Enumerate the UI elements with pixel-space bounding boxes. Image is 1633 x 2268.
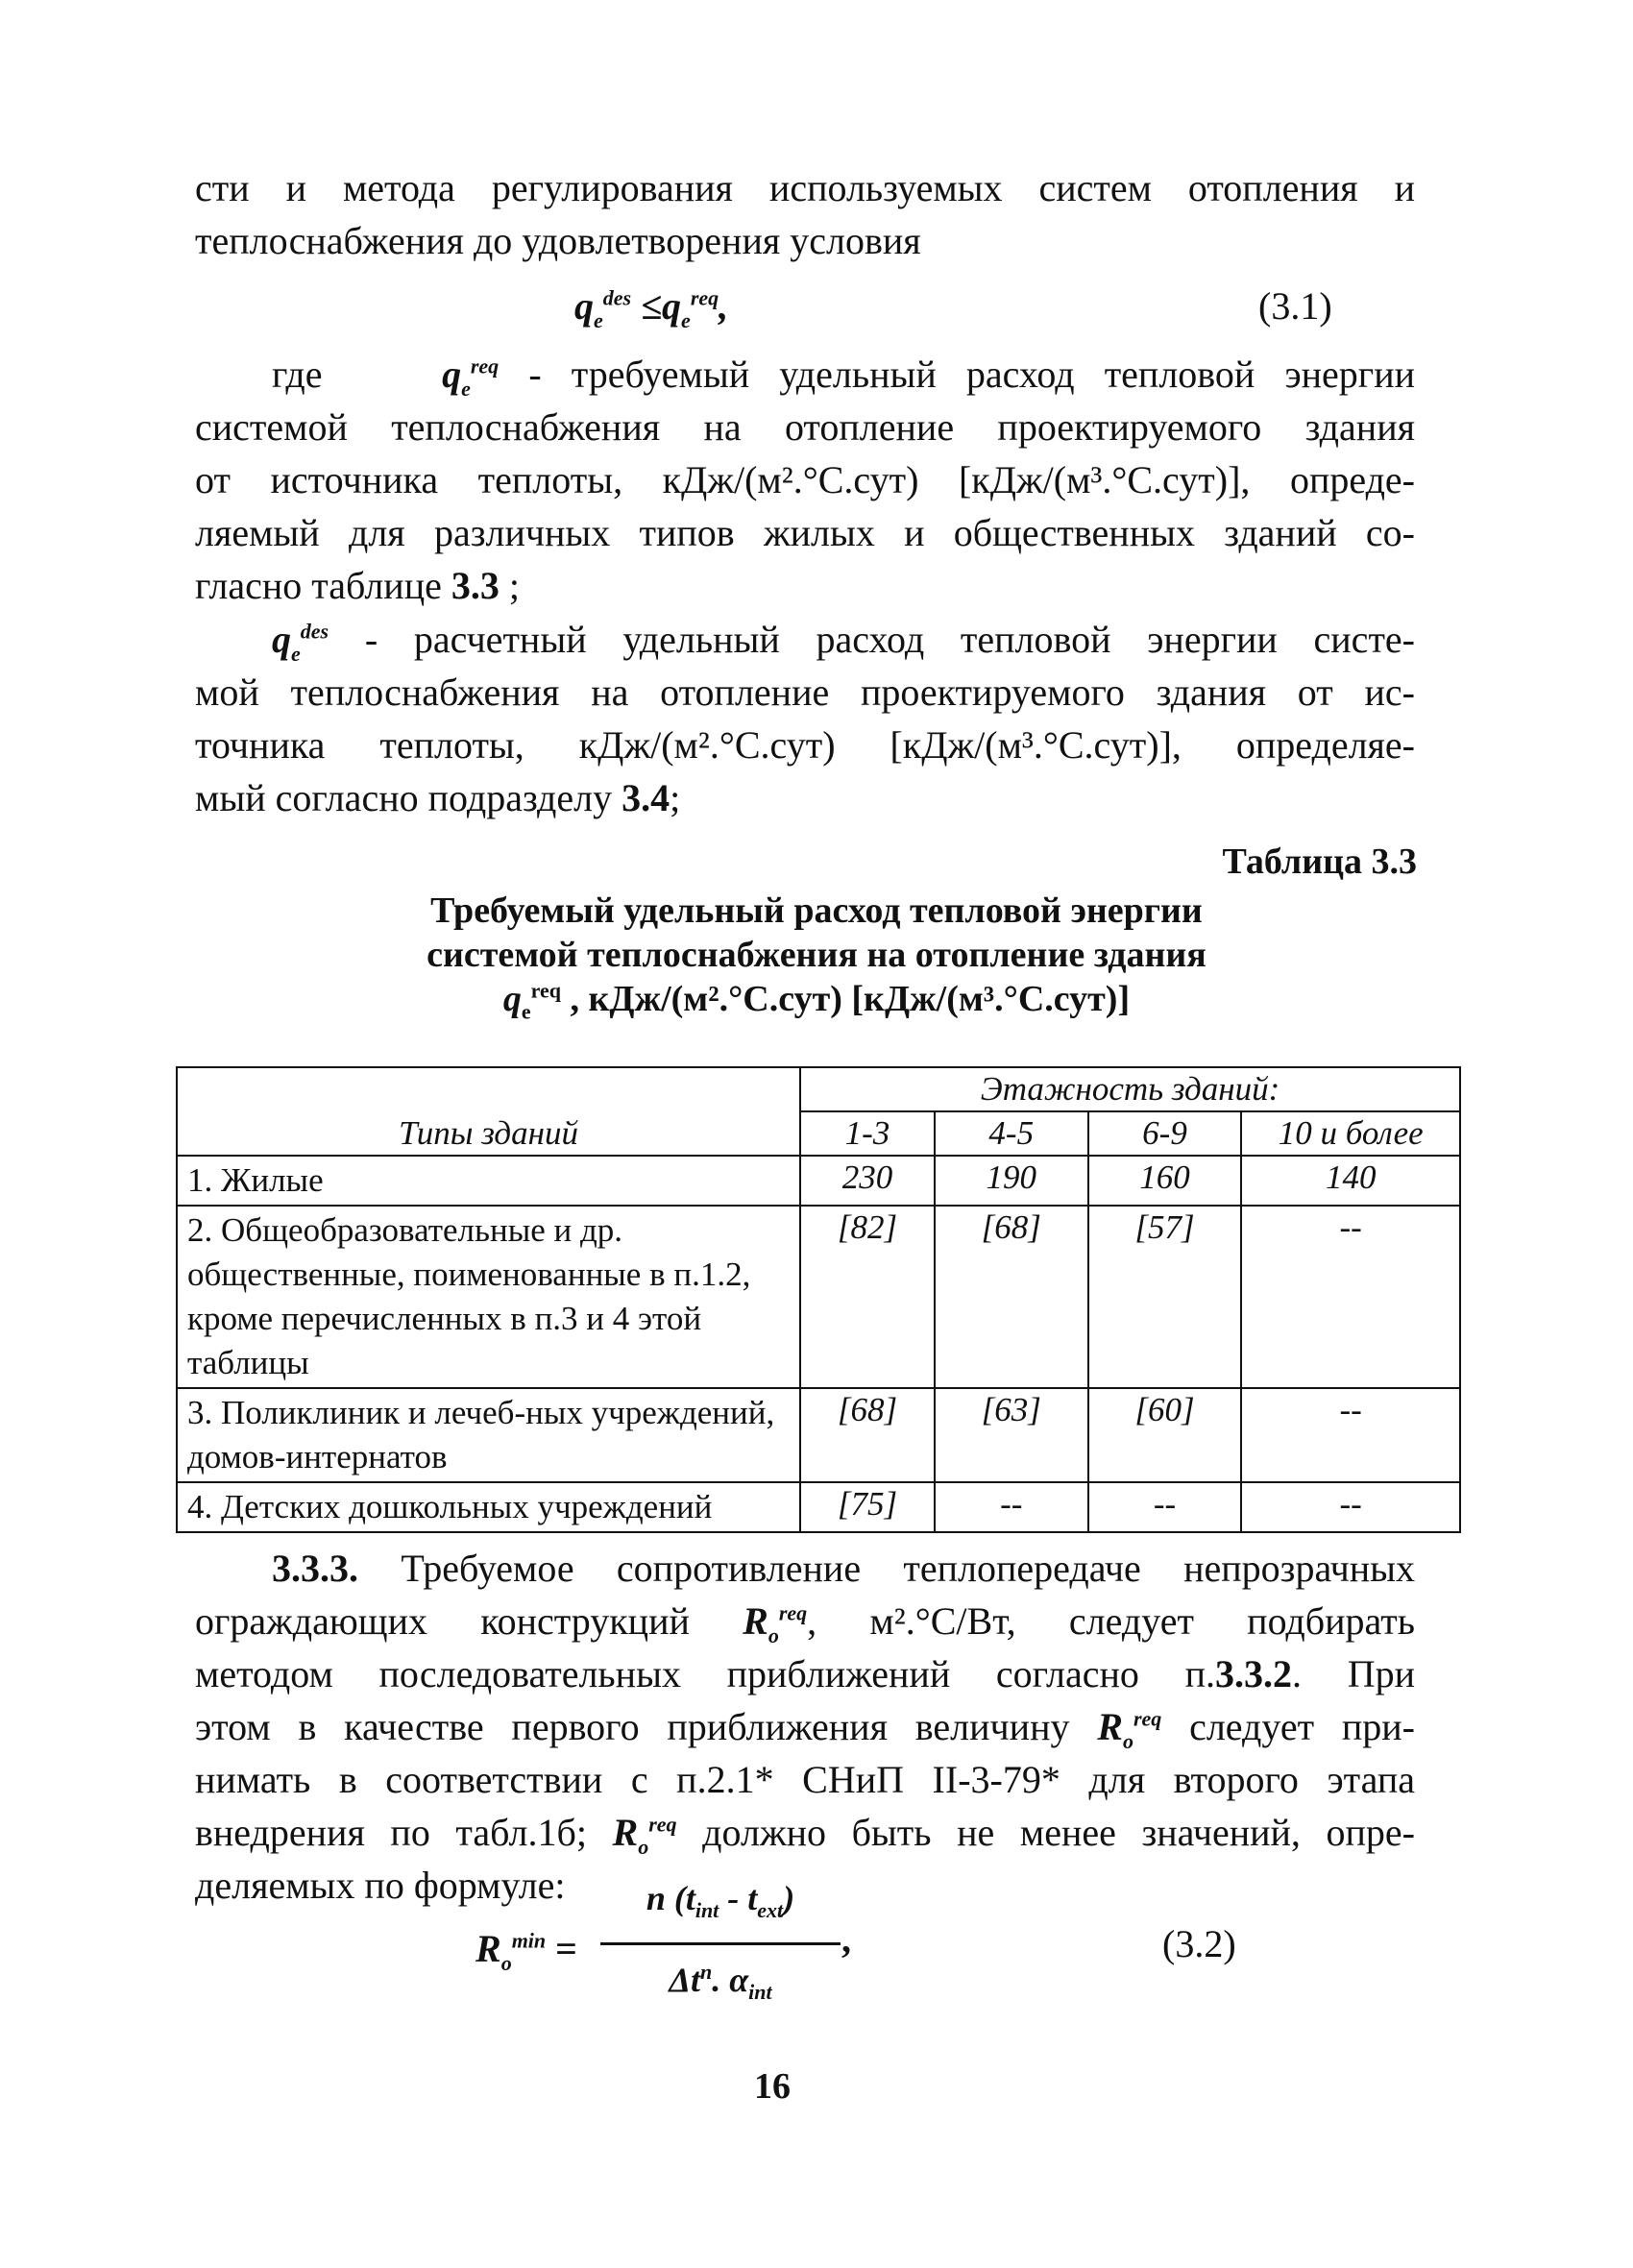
table-row <box>177 1482 1460 1532</box>
r-symbol-sub: o <box>768 1623 779 1647</box>
row-value: [82] <box>800 1206 935 1388</box>
row-value: [68] <box>935 1206 1088 1388</box>
row-value: 140 <box>1241 1156 1460 1206</box>
equation-3-2-denominator <box>600 1960 841 2005</box>
table-header-row-1 <box>177 1067 1460 1111</box>
r-symbol: R <box>612 1811 639 1854</box>
des-symbol-sup: des <box>300 619 329 644</box>
section-line-4-post: следует при- <box>1161 1705 1415 1748</box>
eq1-rhs: q <box>662 284 682 328</box>
subsection-reference: 3.4 <box>622 776 670 819</box>
table-caption-line-2: системой теплоснабжения на отопление здания <box>427 935 1206 975</box>
row-value: -- <box>1241 1388 1460 1482</box>
section-3-3-3-paragraph <box>195 1542 1415 1912</box>
table-label: Таблица 3.3 <box>1222 841 1417 882</box>
req-definition-line-4: ляемый для различных типов жилых и общественных зданий со- <box>195 511 1415 554</box>
table-row <box>177 1206 1460 1388</box>
col-header-floors: Этажность зданий: <box>800 1067 1460 1111</box>
section-line-4-pre: этом в качестве первого приближения величину <box>195 1705 1098 1748</box>
eq1-lhs-sup: des <box>602 285 632 310</box>
section-line-2-pre: ограждающих конструкций <box>195 1599 743 1643</box>
r-symbol: R <box>743 1599 768 1643</box>
des-definition-line-3: точника теплоты, кДж/(м².°С.сут) [кДж/(м³.°С.сут)], определяе- <box>195 723 1415 767</box>
req-last-post: ; <box>499 564 520 607</box>
table-row <box>177 1156 1460 1206</box>
eq1-tail: , <box>719 284 729 328</box>
req-definition-text: - требуемый удельный расход тепловой энергии <box>499 353 1416 396</box>
req-definition-line-1 <box>195 348 1415 401</box>
eq2-num-sub-1: int <box>695 1898 719 1923</box>
section-line-4 <box>195 1700 1415 1753</box>
equation-number-3-2: (3.2) <box>1162 1922 1236 1965</box>
des-definition-paragraph <box>195 613 1415 824</box>
eq2-den-a: Δt <box>669 1961 700 1999</box>
des-symbol-sub: e <box>291 642 301 666</box>
section-line-6-post: должно быть не менее значений, опре- <box>676 1811 1415 1854</box>
table-caption-line-1: Требуемый удельный расход тепловой энергии <box>430 890 1203 931</box>
equation-number-3-1: (3.1) <box>1258 284 1332 328</box>
eq1-operator: ≤ <box>641 284 663 328</box>
section-line-2-post: , м².°С/Вт, следует подбирать <box>807 1599 1415 1643</box>
intro-line-1: сти и метода регулирования используемых систем отопления и <box>195 166 1415 209</box>
des-definition-line-1 <box>195 613 1415 666</box>
col-header-building-types: Типы зданий <box>177 1067 800 1156</box>
section-line-7: деляемых по формуле: <box>195 1864 566 1907</box>
intro-line-2: теплоснабжения до удовлетворения условия <box>195 219 921 262</box>
eq2-den-sub: int <box>748 1980 772 2005</box>
eq2-den-sup: n <box>699 1960 713 1984</box>
r-symbol-sup: req <box>1133 1706 1162 1731</box>
section-line-2 <box>195 1595 1415 1647</box>
eq2-num-sub-2: ext <box>757 1898 784 1923</box>
row-value: 230 <box>800 1156 935 1206</box>
row-value: -- <box>1241 1482 1460 1532</box>
req-last-pre: гласно таблице <box>195 564 451 607</box>
des-symbol: q <box>272 618 291 661</box>
eq1-lhs: q <box>574 284 594 328</box>
row-value: 160 <box>1088 1156 1242 1206</box>
row-value: [57] <box>1088 1206 1242 1388</box>
section-line-6 <box>195 1806 1415 1859</box>
eq2-num-a: n (t <box>646 1879 695 1917</box>
des-definition-line-2: мой теплоснабжения на отопление проектируемого здания от ис- <box>195 671 1415 714</box>
row-value: 190 <box>935 1156 1088 1206</box>
eq2-lhs-sub: o <box>500 1951 512 1975</box>
caption-symbol-sup: req <box>530 978 561 1003</box>
req-definition-line-3: от источника теплоты, кДж/(м².°С.сут) [кДж/(м³.°С.сут)], опреде- <box>195 458 1415 501</box>
caption-symbol-sub: e <box>521 999 531 1024</box>
row-value: [63] <box>935 1388 1088 1482</box>
eq2-lhs-sup: min <box>511 1928 547 1953</box>
intro-paragraph <box>195 161 1415 267</box>
fraction-bar <box>600 1942 841 1945</box>
section-line-1 <box>195 1542 1415 1595</box>
section-line-3-post: . При <box>1292 1652 1415 1695</box>
eq1-lhs-sub: e <box>594 308 603 332</box>
eq2-equals: = <box>555 1927 577 1970</box>
eq2-num-b: - t <box>719 1879 758 1917</box>
row-type: 1. Жилые <box>177 1156 800 1206</box>
req-definition-line-5 <box>195 559 1415 612</box>
eq1-rhs-sub: e <box>681 308 691 332</box>
req-definition-line-2: системой теплоснабжения на отопление проектируемого здания <box>195 405 1415 449</box>
r-symbol-sup: req <box>648 1812 677 1837</box>
des-last-pre: мый согласно подразделу <box>195 776 622 819</box>
where-word: где <box>272 353 323 396</box>
r-symbol-sub: o <box>638 1835 649 1859</box>
row-value: -- <box>1088 1482 1242 1532</box>
table-3-3 <box>176 1066 1461 1533</box>
des-definition-text: - расчетный удельный расход тепловой энергии систе- <box>329 618 1415 661</box>
row-value: [75] <box>800 1482 935 1532</box>
section-line-5: нимать в соответствии с п.2.1* СНиП II-3-79* для второго этапа <box>195 1758 1415 1801</box>
table-caption <box>288 889 1345 1024</box>
row-value: -- <box>1241 1206 1460 1388</box>
caption-symbol: q <box>502 979 522 1019</box>
page-number: 16 <box>754 2066 791 2107</box>
eq2-lhs: R <box>475 1927 501 1970</box>
clause-reference: 3.3.2 <box>1215 1652 1293 1695</box>
req-symbol-sub: e <box>461 377 471 401</box>
row-type: 2. Общеобразовательные и др. общественные, поименованные в п.1.2, кроме перечисленных в п.3 и 4 этой таблицы <box>177 1206 800 1388</box>
eq2-tail: , <box>841 1917 851 1961</box>
col-header-floor: 10 и более <box>1241 1111 1460 1156</box>
des-last-post: ; <box>670 776 681 819</box>
col-header-floor: 6-9 <box>1088 1111 1242 1156</box>
section-line-1-text: Требуемое сопротивление теплопередаче непрозрачных <box>358 1547 1415 1590</box>
section-line-3 <box>195 1647 1415 1700</box>
req-definition-paragraph <box>195 348 1415 612</box>
col-header-floor: 4-5 <box>935 1111 1088 1156</box>
row-type: 4. Детских дошкольных учреждений <box>177 1482 800 1532</box>
caption-units: , кДж/(м².°С.сут) [кДж/(м³.°С.сут)] <box>561 979 1131 1019</box>
row-value: [60] <box>1088 1388 1242 1482</box>
eq2-num-c: ) <box>783 1879 795 1917</box>
r-symbol-sub: o <box>1122 1729 1133 1753</box>
r-symbol-sup: req <box>778 1600 808 1625</box>
equation-3-2-numerator <box>600 1878 841 1923</box>
r-symbol: R <box>1097 1705 1123 1748</box>
table-reference: 3.3 <box>451 564 500 607</box>
des-definition-line-4 <box>195 771 1415 824</box>
eq2-den-b: . α <box>712 1961 749 1999</box>
section-line-3-pre: методом последовательных приближений согласно п. <box>195 1652 1216 1695</box>
row-value: -- <box>935 1482 1088 1532</box>
equation-3-1 <box>574 283 729 332</box>
req-symbol-sup: req <box>470 354 500 378</box>
equation-3-2-lhs <box>475 1926 577 1975</box>
row-value: [68] <box>800 1388 935 1482</box>
req-symbol: q <box>442 353 462 396</box>
col-header-floor: 1-3 <box>800 1111 935 1156</box>
section-line-6-pre: внедрения по табл.1б; <box>195 1811 613 1854</box>
row-type: 3. Поликлиник и лечеб-ных учреждений, домов-интернатов <box>177 1388 800 1482</box>
section-number: 3.3.3. <box>272 1547 358 1590</box>
eq1-rhs-sup: req <box>690 285 719 310</box>
table-caption-line-3 <box>288 977 1345 1024</box>
table-row <box>177 1388 1460 1482</box>
